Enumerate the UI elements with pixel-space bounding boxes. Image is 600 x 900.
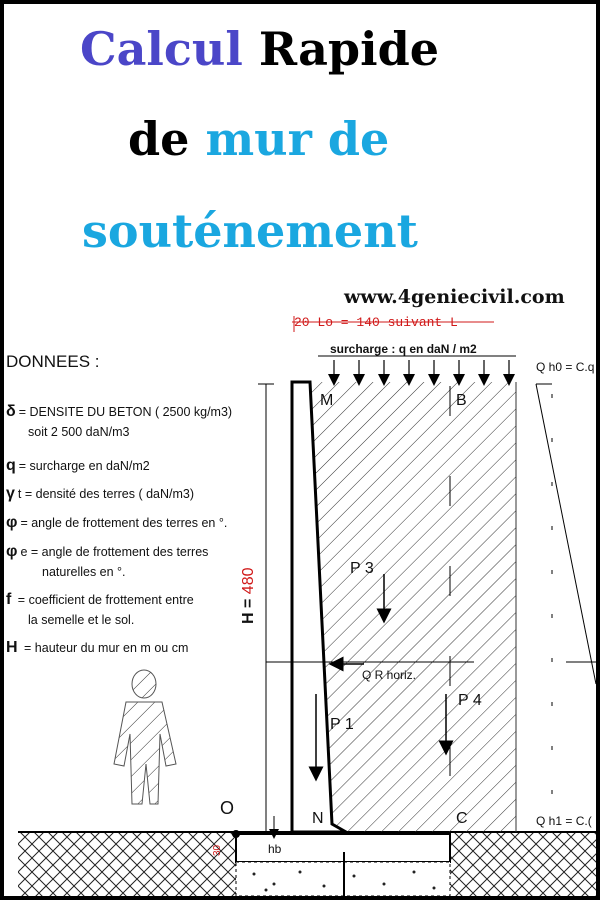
title-line-3: souténement (82, 204, 418, 258)
surcharge-label: surcharge : q en daN / m2 (330, 342, 477, 356)
def-surcharge-text: = surcharge en daN/m2 (18, 459, 150, 473)
def-friction-coef (6, 588, 194, 629)
point-b-label: B (456, 392, 467, 409)
def-friction-angle-text: = angle de frottement des terres en °. (20, 516, 228, 530)
website-url[interactable]: www.4geniecivil.com (344, 286, 565, 308)
p1-label: P 1 (330, 716, 354, 733)
def-friction-coef-text: = coefficient de frottement entre (14, 593, 194, 607)
title-word-de: de (128, 112, 190, 166)
qh0-label: Q h0 = C.q (536, 360, 595, 374)
retaining-wall-diagram (4, 4, 596, 896)
def-friction-angle-symbol: φ (6, 514, 18, 531)
red-note: 20 Lo = 140 suivant L (294, 315, 458, 330)
donnees-heading: DONNEES : (6, 352, 100, 371)
def-friction-coef-symbol: f (6, 591, 12, 608)
point-n-label: N (312, 810, 324, 827)
def-natural-friction-text: e = angle de frottement des terres (20, 545, 209, 559)
footing-height-label: 30 (212, 844, 223, 856)
def-natural-friction-symbol: φ (6, 543, 18, 560)
human-silhouette (114, 670, 176, 804)
def-friction-coef-line2: la semelle et le sol. (28, 613, 135, 628)
title-word-mur-de: mur de (205, 112, 390, 166)
ground-right (450, 832, 596, 896)
def-density (6, 400, 232, 441)
def-natural-friction-line2: naturelles en °. (42, 565, 126, 580)
point-c-label: C (456, 810, 468, 827)
point-o-label: O (220, 798, 235, 818)
ground-left (18, 832, 238, 896)
p4-label: P 4 (458, 692, 482, 709)
height-label-text: H = (240, 598, 257, 624)
def-friction-angle (6, 511, 227, 534)
def-height-symbol: H (6, 639, 18, 656)
hb-label: hb (268, 842, 282, 856)
def-soil-density-symbol: γ (6, 485, 15, 502)
def-density-line2: soit 2 500 daN/m3 (28, 425, 130, 440)
title-word-rapide: Rapide (258, 22, 440, 76)
point-o-marker (232, 830, 240, 838)
title-word-calcul: Calcul (80, 22, 243, 76)
qr-label: Q R horiz. (362, 668, 417, 682)
def-density-text: = DENSITE DU BETON ( 2500 kg/m3) (18, 405, 233, 419)
qh1-label: Q h1 = C.( (536, 814, 592, 828)
height-value: 480 (240, 567, 257, 595)
def-surcharge-symbol: q (6, 457, 16, 474)
p3-label: P 3 (350, 560, 374, 577)
def-height (6, 636, 188, 659)
point-m-label: M (320, 392, 334, 409)
def-soil-density (6, 482, 194, 505)
backfill-soil (310, 382, 516, 832)
def-height-text: = hauteur du mur en m ou cm (20, 641, 189, 655)
def-natural-friction (6, 540, 208, 581)
height-label (240, 568, 258, 625)
def-soil-density-text: t = densité des terres ( daN/m3) (17, 487, 195, 501)
def-density-symbol: δ (6, 403, 16, 420)
def-surcharge (6, 454, 150, 477)
